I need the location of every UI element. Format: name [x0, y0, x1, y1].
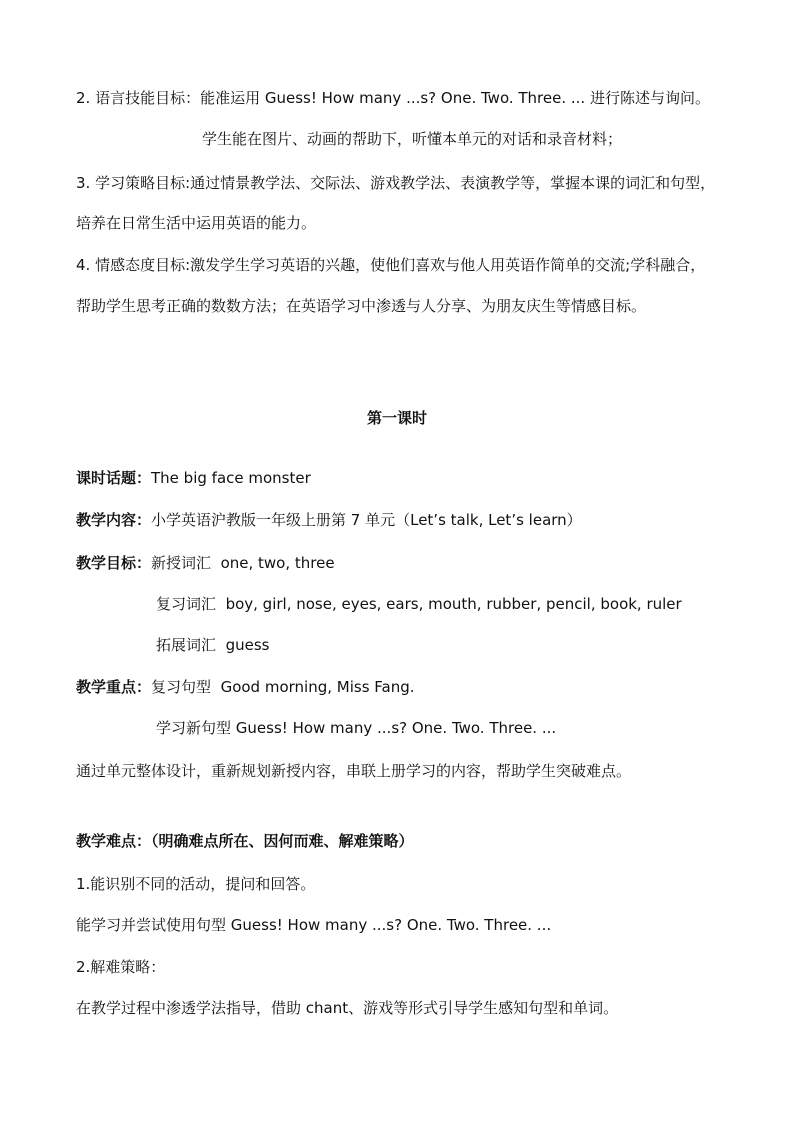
difficulty-item-1: 1.能识别不同的活动，提问和回答。 — [76, 875, 316, 893]
objectives-label: 教学目标： — [76, 554, 152, 572]
objective-2-label: 复习词汇 — [156, 595, 217, 613]
lesson-title: 第一课时 — [366, 409, 427, 427]
focus-row-2 — [156, 716, 756, 740]
objectives-row-1 — [76, 551, 756, 575]
focus-label: 教学重点： — [76, 678, 152, 696]
topic-row — [76, 466, 756, 490]
difficulty-item-3: 2.解难策略： — [76, 958, 166, 976]
goal-2-line-1: 2. 语言技能目标：能准运用 Guess! How many ...s? One. Two. Three. ... 进行陈述与询问。 — [76, 89, 710, 107]
objective-2-value: boy, girl, nose, eyes, ears, mouth, rubber, pencil, book, ruler — [225, 595, 682, 613]
focus-1-label: 复习句型 — [151, 678, 212, 696]
goal-3-line-2: 培养在日常生活中运用英语的能力。 — [76, 214, 317, 232]
focus-note: 通过单元整体设计，重新规划新授内容，串联上册学习的内容，帮助学生突破难点。 — [76, 762, 632, 780]
difficulty-heading: 教学难点：（明确难点所在、因何而难、解难策略） — [76, 832, 414, 850]
objective-3-label: 拓展词汇 — [156, 636, 217, 654]
topic-label: 课时话题： — [76, 469, 152, 487]
goal-2-line-2: 学生能在图片、动画的帮助下，听懂本单元的对话和录音材料； — [202, 130, 623, 148]
content-label: 教学内容： — [76, 511, 152, 529]
goal-4-line-1: 4. 情感态度目标:激发学生学习英语的兴趣，使他们喜欢与他人用英语作简单的交流;学科融合， — [76, 256, 706, 274]
focus-2-value: Guess! How many ...s? One. Two. Three. ... — [235, 719, 557, 737]
goal-3-line-1: 3. 学习策略目标:通过情景教学法、交际法、游戏教学法、表演教学等，掌握本课的词汇和句型， — [76, 174, 716, 192]
content-value: 小学英语沪教版一年级上册第 7 单元（Let’s talk, Let’s learn） — [151, 511, 582, 529]
content-row — [76, 508, 756, 532]
focus-1-value: Good morning, Miss Fang. — [220, 678, 415, 696]
topic-value: The big face monster — [151, 469, 311, 487]
difficulty-item-2: 能学习并尝试使用句型 Guess! How many ...s? One. Two. Three. ... — [76, 916, 552, 934]
objective-1-value: one, two, three — [220, 554, 335, 572]
objective-1-label: 新授词汇 — [151, 554, 212, 572]
objective-3-value: guess — [225, 636, 270, 654]
focus-2-label: 学习新句型 — [156, 719, 232, 737]
objectives-row-2 — [156, 592, 756, 616]
objectives-row-3 — [156, 633, 756, 657]
difficulty-item-4: 在教学过程中渗透学法指导，借助 chant、游戏等形式引导学生感知句型和单词。 — [76, 999, 619, 1017]
focus-row-1 — [76, 675, 756, 699]
goal-4-line-2: 帮助学生思考正确的数数方法；在英语学习中渗透与人分享、为朋友庆生等情感目标。 — [76, 297, 647, 315]
